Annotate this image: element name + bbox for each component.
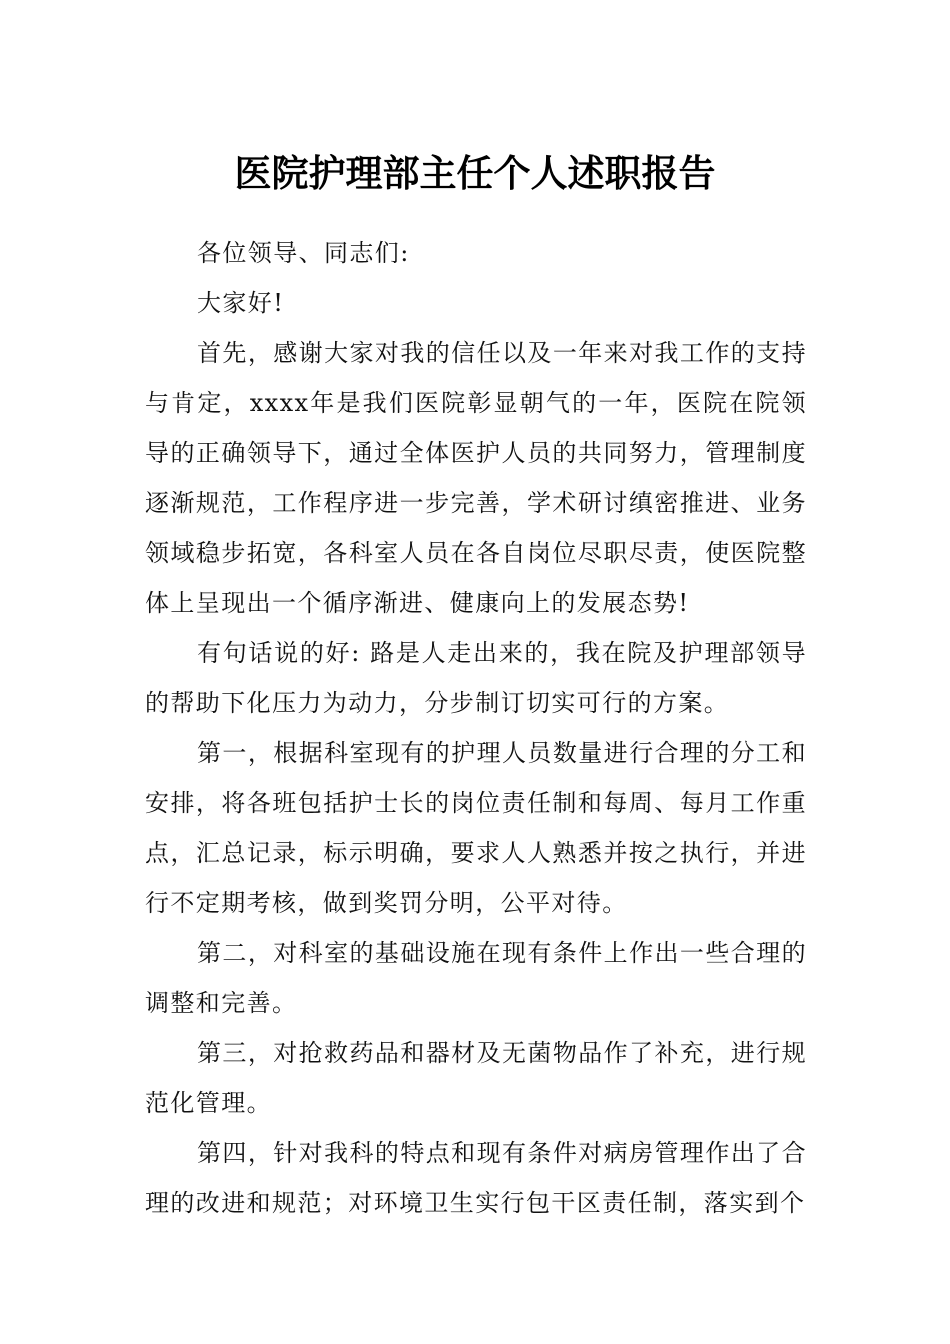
paragraph: 第三，对抢救药品和器材及无菌物品作了补充，进行规范化管理。 <box>145 1039 807 1117</box>
paragraph: 首先，感谢大家对我的信任以及一年来对我工作的支持与肯定，xxxx年是我们医院彰显朝气的一年，医院在院领导的正确领导下，通过全体医护人员的共同努力，管理制度逐渐规范，工作程序进一步完善，学术研讨缜密推进、业务领域稳步拓宽，各科室人员在各自岗位尽职尽责，使医院整体上呈现出一个循序渐进、健康向上的发展态势! <box>145 339 807 617</box>
paragraph: 第四，针对我科的特点和现有条件对病房管理作出了合理的改进和规范；对环境卫生实行包干区责任制，落实到个 <box>145 1139 807 1217</box>
greeting: 大家好! <box>197 289 285 317</box>
paragraph: 第二，对科室的基础设施在现有条件上作出一些合理的调整和完善。 <box>145 939 807 1017</box>
salutation: 各位领导、同志们: <box>197 239 410 267</box>
paragraph: 有句话说的好: 路是人走出来的，我在院及护理部领导的帮助下化压力为动力，分步制订切实可行的方案。 <box>145 639 807 717</box>
document-body <box>145 228 807 1228</box>
document-title: 医院护理部主任个人述职报告 <box>234 151 716 195</box>
paragraph: 第一，根据科室现有的护理人员数量进行合理的分工和安排，将各班包括护士长的岗位责任制和每周、每月工作重点，汇总记录，标示明确，要求人人熟悉并按之执行，并进行不定期考核，做到奖罚分明，公平对待。 <box>145 739 807 917</box>
